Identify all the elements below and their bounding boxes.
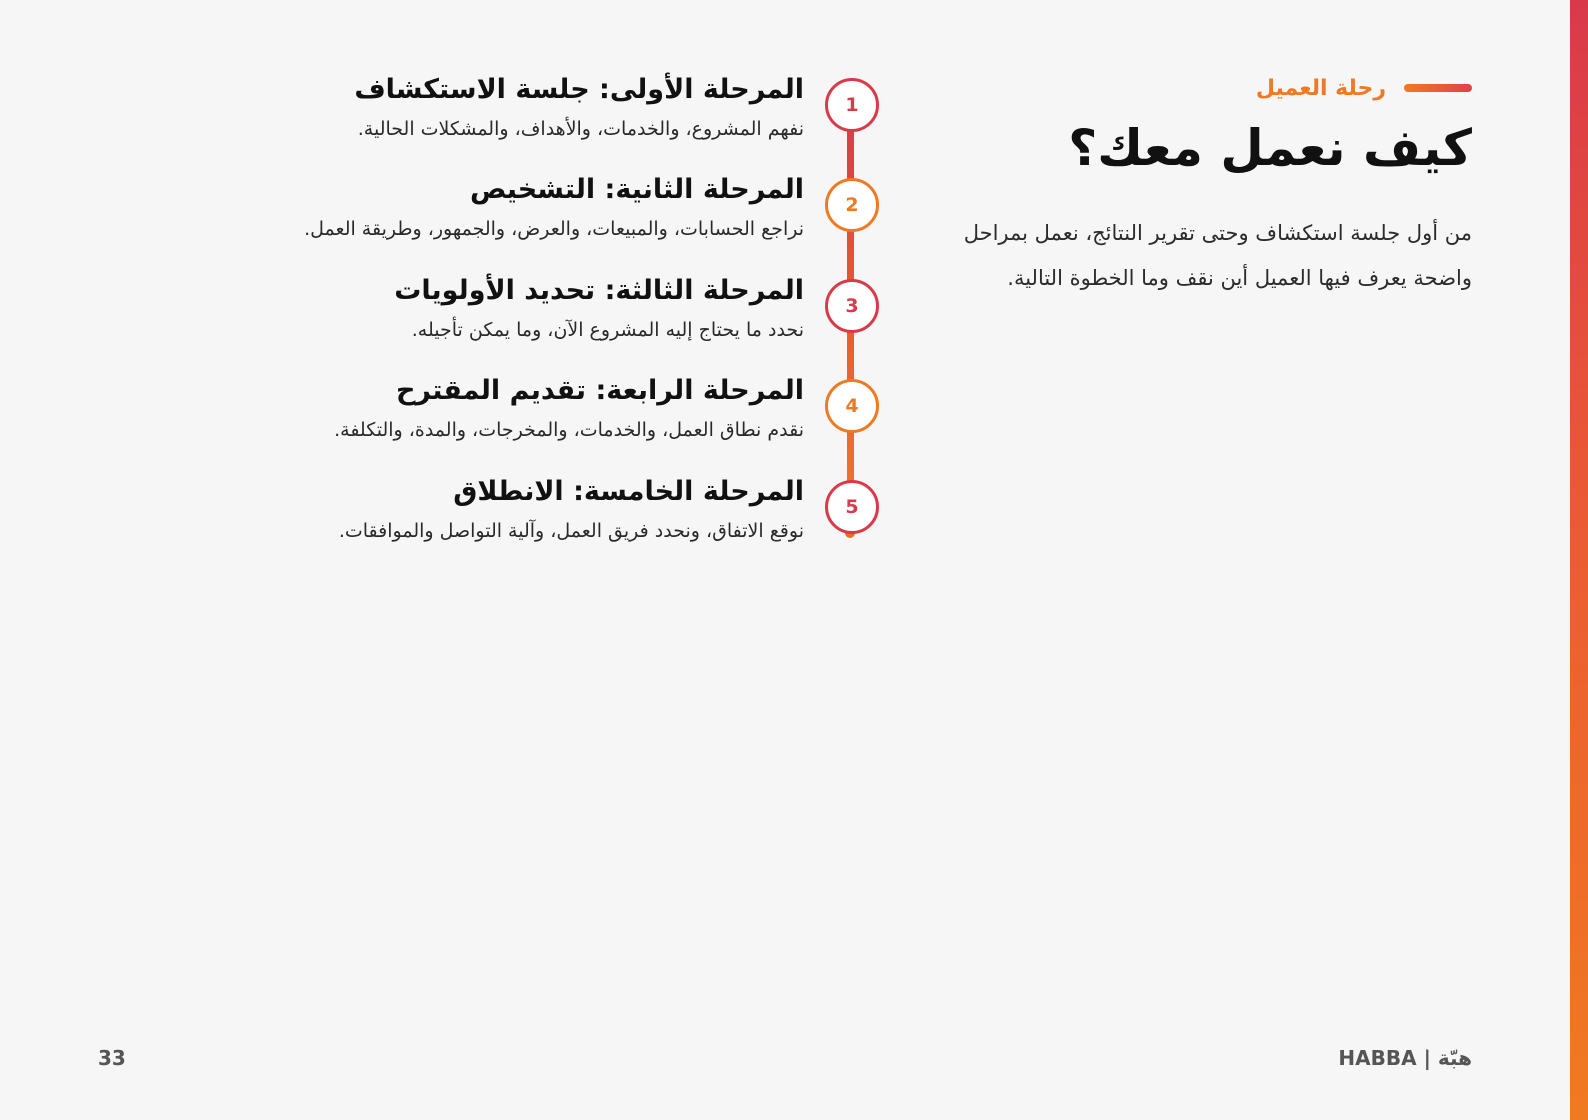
stage-number-badge: 1 xyxy=(825,78,879,132)
intro-paragraph: من أول جلسة استكشاف وحتى تقرير النتائج، نعمل بمراحل واضحة يعرف فيها العميل أين نقف وما الخطوة التالية. xyxy=(963,221,1472,290)
stage-number-badge: 5 xyxy=(825,480,879,534)
stage-description: نقدم نطاق العمل، والخدمات، والمخرجات، والمدة، والتكلفة. xyxy=(334,419,804,441)
stage-description: نحدد ما يحتاج إليه المشروع الآن، وما يمكن تأجيله. xyxy=(411,319,804,341)
stage-number-badge: 4 xyxy=(825,379,879,433)
page-number: 33 xyxy=(98,1046,126,1070)
stage-title: المرحلة الثانية: التشخيص xyxy=(469,174,804,205)
stage-description: نوقع الاتفاق، ونحدد فريق العمل، وآلية التواصل والموافقات. xyxy=(338,520,804,542)
eyebrow-label: رحلة العميل xyxy=(1255,75,1386,101)
stage-title: المرحلة الأولى: جلسة الاستكشاف xyxy=(354,74,804,105)
timeline-stage-5 xyxy=(279,476,879,576)
stage-description: نراجع الحسابات، والمبيعات، والعرض، والجمهور، وطريقة العمل. xyxy=(304,218,804,240)
intro-section xyxy=(962,70,1472,301)
stage-number-badge: 2 xyxy=(825,178,879,232)
timeline-stage-3 xyxy=(279,275,879,375)
stage-title: المرحلة الخامسة: الانطلاق xyxy=(453,476,804,507)
stage-title: المرحلة الرابعة: تقديم المقترح xyxy=(395,375,804,406)
stage-title: المرحلة الثالثة: تحديد الأولويات xyxy=(394,275,804,306)
eyebrow-accent-line xyxy=(1404,84,1472,92)
page-title: كيف نعمل معك؟ xyxy=(1068,119,1472,177)
timeline-stage-4 xyxy=(279,375,879,475)
stage-description: نفهم المشروع، والخدمات، والأهداف، والمشكلات الحالية. xyxy=(357,118,804,140)
timeline-stage-2 xyxy=(279,174,879,274)
footer-brand: هبّة | HABBA xyxy=(1338,1046,1472,1070)
timeline-stage-1 xyxy=(279,74,879,174)
stages-timeline xyxy=(279,74,879,544)
stage-number-badge: 3 xyxy=(825,279,879,333)
eyebrow xyxy=(962,70,1472,106)
page-edge-accent-bar xyxy=(1570,0,1588,1120)
